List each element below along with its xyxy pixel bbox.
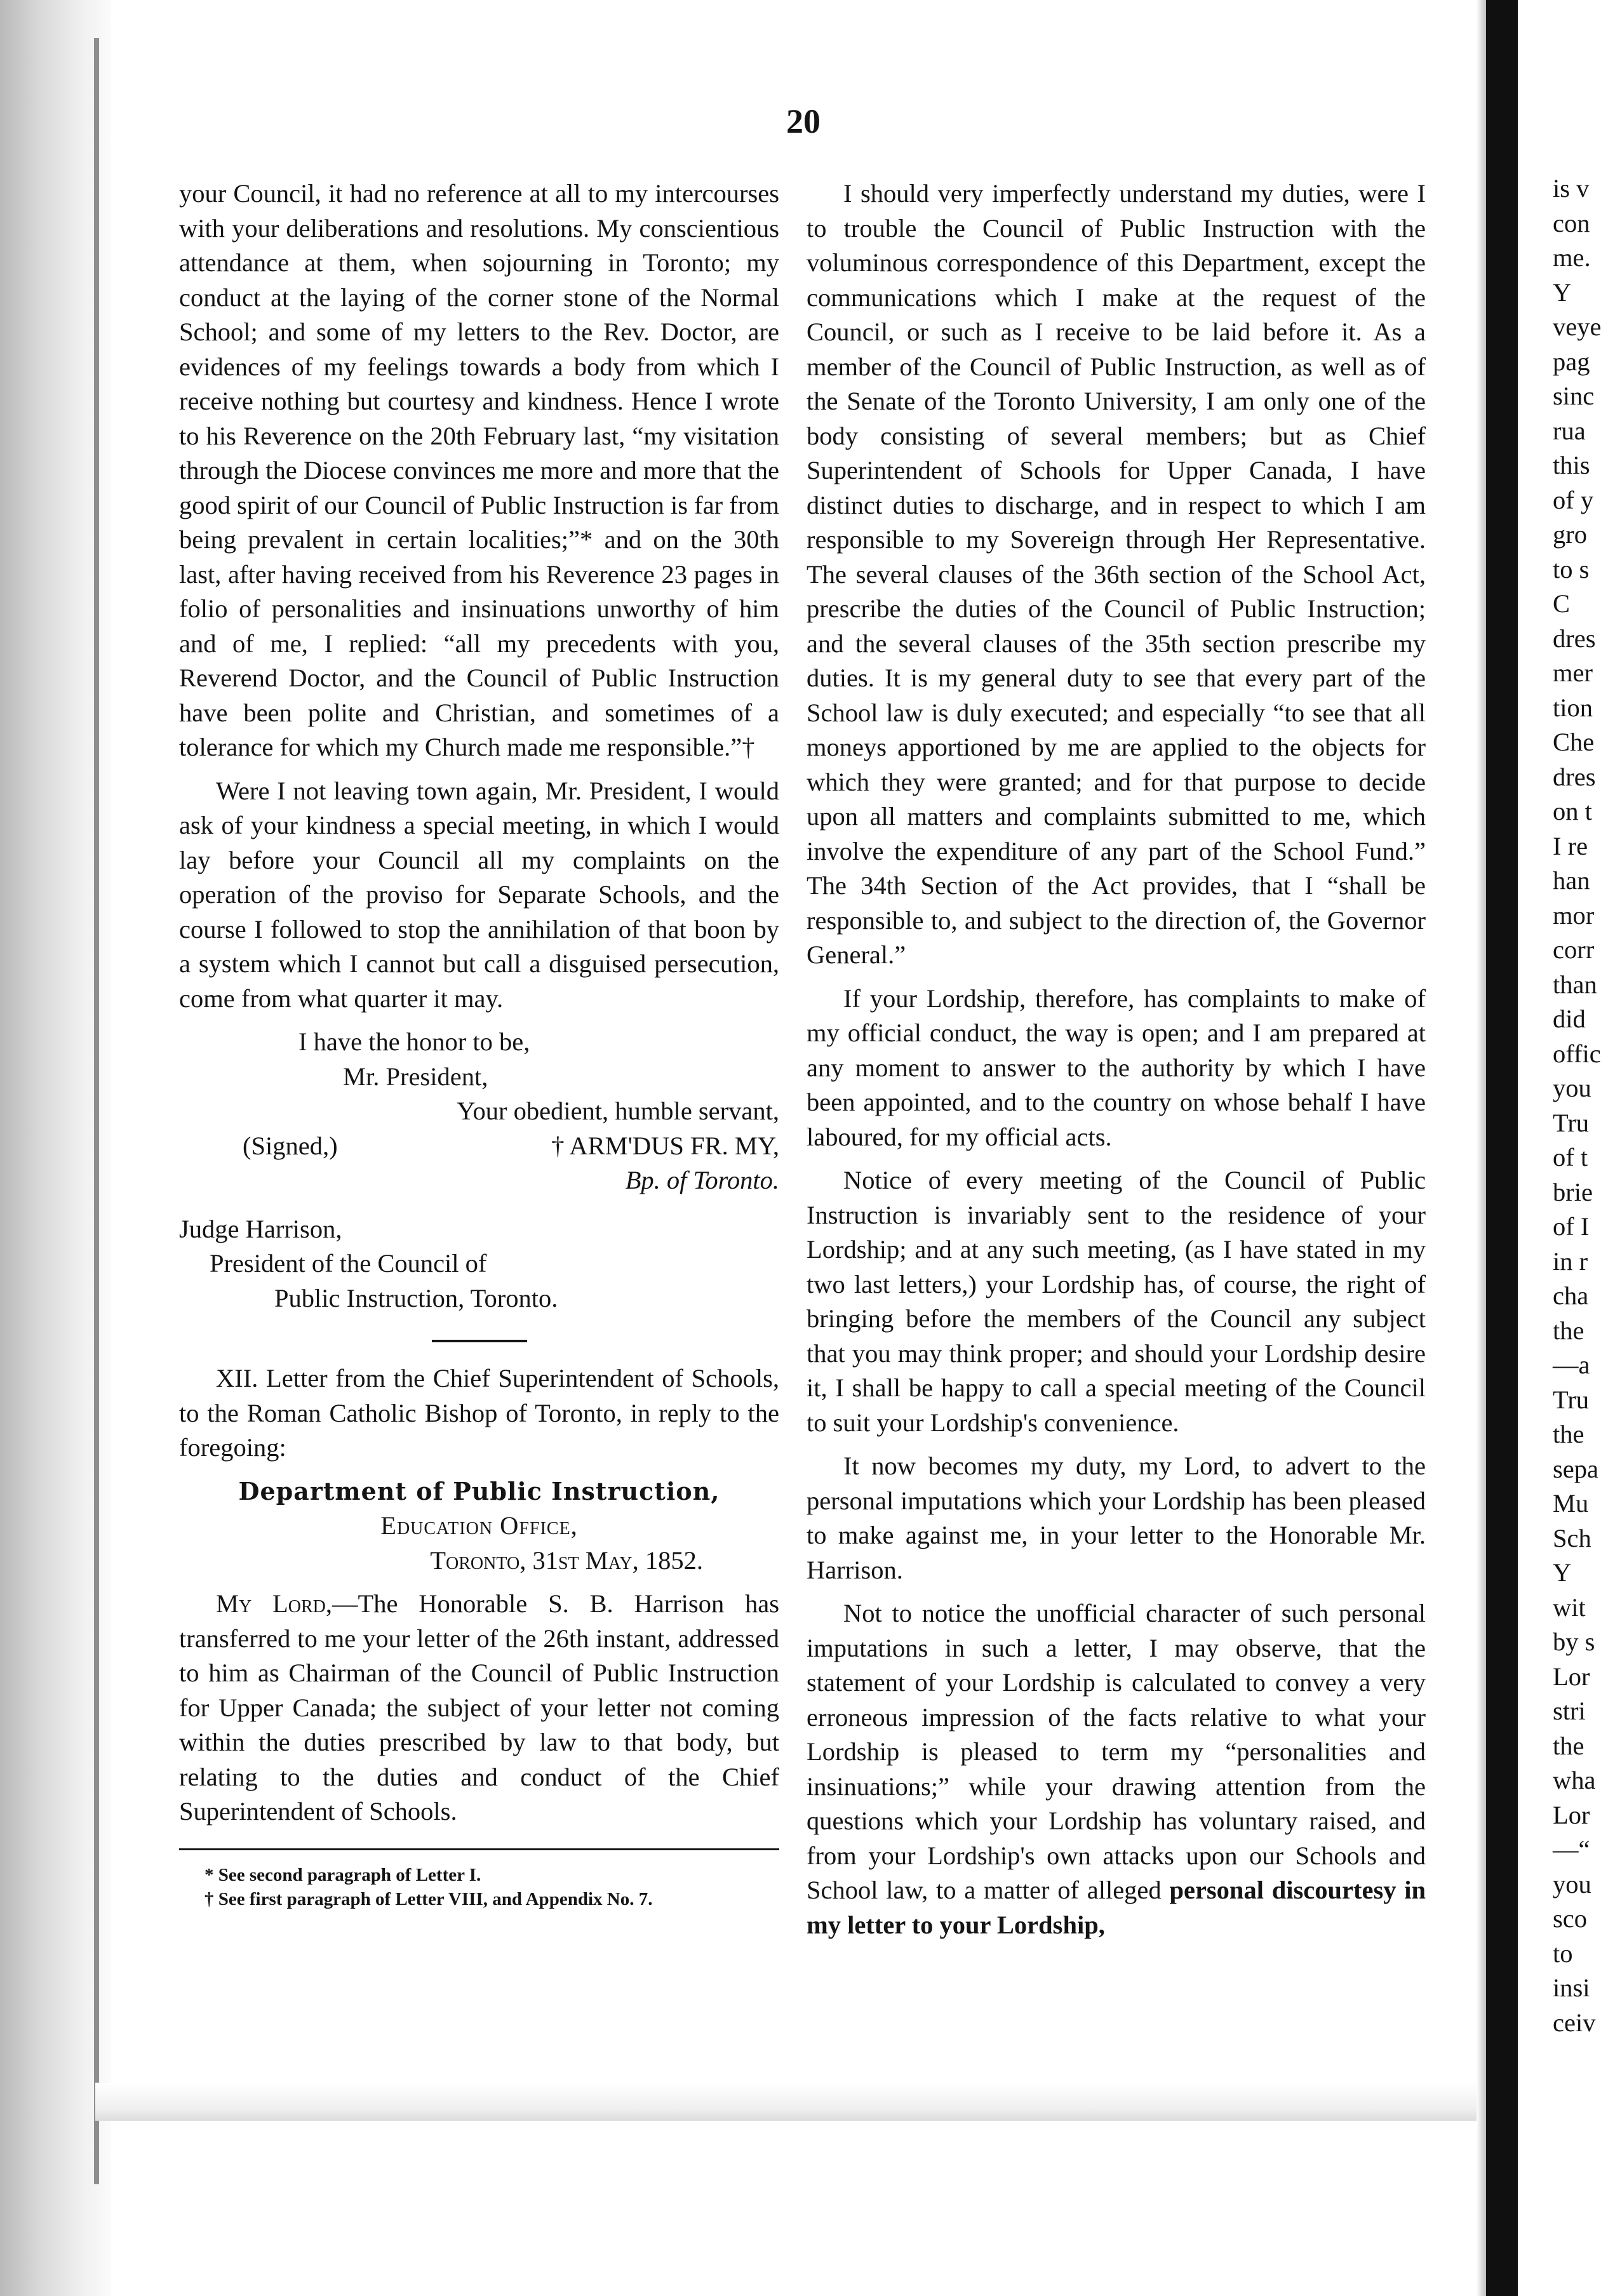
- closing-honor: I have the honor to be,: [298, 1027, 530, 1056]
- page-number: 20: [786, 102, 821, 140]
- next-page-fragment: the: [1553, 1316, 1584, 1345]
- duties-paragraph: I should very imperfectly understand my duties, were I to trouble the Council of Public Instruction with the voluminous correspondence of this Department, except the communications which I make at the request of the Council, or such as I receive to be laid before it. As a member of the Council of Public Instruction, as well as of the Senate of the Toronto University, I am only one of the body consisting of several members; but as Chief Superintendent of Schools for Upper Canada, I have distinct duties to discharge, and in respect to which I am responsible to my Sovereign through Her Representative. The several clauses of the 36th section of the School Act, prescribe the duties of the Council of Public Instruction; and the several clauses of the 35th section prescribe my duties. It is my general duty to see that every part of the School law is duly executed; and especially “to see that all moneys apportioned by me are applied to the objects for which they were granted; and for that purpose to decide upon all matters and complaints submitted to me, which involve the expenditure of any part of the School Fund.” The 34th Section of the Act provides, that I “shall be responsible to, and subject to the direction of, the Governor General.”: [807, 179, 1426, 969]
- next-page-fragment: mer: [1553, 658, 1593, 687]
- next-page-fragment: Y: [1553, 277, 1572, 307]
- closing-president: Mr. President,: [343, 1062, 488, 1091]
- salutation: My Lord,: [216, 1589, 333, 1618]
- addressee-name: Judge Harrison,: [179, 1214, 342, 1243]
- next-page-fragment: corr: [1553, 935, 1595, 964]
- next-page-fragment: to: [1553, 1939, 1573, 1968]
- next-page-fragment: con: [1553, 208, 1590, 237]
- next-page-fragment: the: [1553, 1420, 1584, 1448]
- closing-servant: Your obedient, humble servant,: [457, 1097, 779, 1125]
- next-page-fragment: stri: [1553, 1697, 1586, 1725]
- notice-paragraph: Notice of every meeting of the Council of Public Instruction is invariably sent to the residence of your Lordship; and at any such meeting, (as I have stated in my two last letters,) your Lordship has, of course, the right of bringing before the members of the Council any subject that you may think proper; and should your Lordship desire it, I shall be happy to call a special meeting of the Council to suit your Lordship's convenience.: [807, 1166, 1426, 1437]
- next-page-fragment: this: [1553, 451, 1590, 479]
- next-page-fragment: sco: [1553, 1904, 1587, 1933]
- next-page-fragment: sinc: [1553, 382, 1595, 410]
- bishop-title: Bp. of Toronto.: [625, 1166, 779, 1194]
- next-page-fragment: veye: [1553, 312, 1601, 341]
- next-page-fragment: the: [1553, 1731, 1584, 1760]
- next-page-fragment: rua: [1553, 416, 1586, 445]
- next-page-edge: [1553, 171, 1601, 2040]
- next-page-fragment: Mu: [1553, 1489, 1589, 1518]
- bishop-signature: † ARM'DUS FR. MY,: [551, 1131, 779, 1160]
- department-heading: Department of Public Instruction,: [238, 1476, 720, 1505]
- next-page-fragment: me.: [1553, 243, 1591, 272]
- addressee-line-2: President of the Council of: [210, 1249, 487, 1278]
- next-page-fragment: C: [1553, 589, 1571, 618]
- section-divider: [432, 1340, 527, 1342]
- letter-end-paragraph: your Council, it had no reference at all to my intercourses with your deliberations and resolutions. My conscientious attendance at them, when sojourning in Toronto; my conduct at the laying of the corner stone of the Normal School; and some of my letters to the Rev. Doctor, are evidences of my feelings towards a body from which I receive nothing but courtesy and kindness. Hence I wrote to his Reverence on the 20th February last, “my visitation through the Diocese convinces me more and more that the good spirit of our Council of Public Instruction is far from being prevalent in certain localities;”* and on the 30th last, after having received from his Reverence 23 pages in folio of personalities and insinuations unworthy of him and of me, I replied: “all my precedents with you, Reverend Doctor, and the Council of Public Instruction have been polite and Christian, and sometimes of a tolerance for which my Church made me responsible.”†: [179, 179, 779, 761]
- page-edge-line: [94, 38, 99, 2184]
- footnote-2: † See first paragraph of Letter VIII, and Appendix No. 7.: [204, 1888, 653, 1909]
- next-page-fragment: Lor: [1553, 1800, 1590, 1829]
- footnote-divider: [179, 1848, 779, 1850]
- next-page-fragment: of y: [1553, 485, 1594, 514]
- signature-row: [179, 1129, 779, 1164]
- next-page-fragment: han: [1553, 866, 1590, 895]
- book-gutter: [1486, 0, 1518, 2296]
- next-page-fragment: —a: [1553, 1351, 1590, 1379]
- imputations-paragraph: It now becomes my duty, my Lord, to advert to the personal imputations which your Lordship has been pleased to make against me, in your letter to the Honorable Mr. Harrison.: [807, 1452, 1426, 1584]
- office-line: Education Office,: [380, 1511, 578, 1540]
- complaints-paragraph: If your Lordship, therefore, has complaints to make of my official conduct, the way is open; and I am prepared at any moment to answer to the authority by which I have been appointed, and to the country on whose behalf I have laboured, for my official acts.: [807, 984, 1426, 1151]
- next-page-fragment: I re: [1553, 831, 1588, 860]
- next-page-fragment: —“: [1553, 1835, 1590, 1864]
- meeting-paragraph: Were I not leaving town again, Mr. President, I would ask of your kindness a special meeting, in which I would lay before your Council all my complaints on the operation of the proviso for Separate Schools, and the course I followed to stop the annihilation of that boon by a system which I cannot but call a disguised persecution, come from what quarter it may.: [179, 776, 779, 1013]
- next-page-fragment: Che: [1553, 728, 1595, 756]
- next-page-fragment: mor: [1553, 900, 1595, 930]
- right-column: [807, 177, 1426, 1942]
- next-page-fragment: insi: [1553, 1973, 1590, 2002]
- addressee-line-3: Public Instruction, Toronto.: [274, 1283, 558, 1312]
- next-page-fragment: dres: [1553, 624, 1596, 653]
- observation-paragraph: [807, 1596, 1426, 1942]
- section-heading: XII. Letter from the Chief Superintendent of Schools, to the Roman Catholic Bishop of Toronto, in reply to the foregoing:: [179, 1364, 779, 1462]
- next-page-fragment: tion: [1553, 693, 1593, 722]
- next-page-fragment: gro: [1553, 520, 1587, 549]
- reply-paragraph: [179, 1587, 779, 1829]
- next-page-fragment: ceiv: [1553, 2008, 1596, 2037]
- next-page-fragment: you: [1553, 1074, 1591, 1102]
- next-page-fragment: Tru: [1553, 1385, 1590, 1414]
- next-page-fragment: you: [1553, 1869, 1591, 1899]
- next-page-fragment: offic: [1553, 1039, 1601, 1068]
- next-page-fragment: of I: [1553, 1212, 1590, 1241]
- next-page-fragment: to s: [1553, 554, 1590, 584]
- next-page-fragment: Sch: [1553, 1523, 1591, 1552]
- footnote-1: * See second paragraph of Letter I.: [204, 1864, 481, 1885]
- next-page-fragment: is v: [1553, 174, 1590, 203]
- next-page-fragment: sepa: [1553, 1454, 1598, 1483]
- next-page-fragment: did: [1553, 1005, 1586, 1033]
- next-page-fragment: wit: [1553, 1592, 1586, 1622]
- next-page-fragment: Lor: [1553, 1662, 1590, 1691]
- next-page-fragment: Tru: [1553, 1108, 1590, 1137]
- book-gutter-highlight: [1477, 0, 1486, 2296]
- signed-label: (Signed,): [243, 1131, 338, 1160]
- next-page-fragment: dres: [1553, 762, 1596, 791]
- next-page-fragment: Y: [1553, 1558, 1572, 1587]
- next-page-fragment: pag: [1553, 347, 1590, 376]
- next-page-fragment: than: [1553, 970, 1597, 999]
- next-page-fragment: cha: [1553, 1281, 1589, 1310]
- left-column: [179, 177, 779, 1911]
- observation-text: Not to notice the unofficial character of such personal imputations in such a letter, I may observe, that the statement of your Lordship is calculated to convey a very erroneous impression of the facts relative to what your Lordship is pleased to term my “personalities and insinuations;” while your drawing attention from the questions which your Lordship has voluntary raised, and from your Lordship's own attacks upon our Schools and School law, to a matter of alleged: [807, 1599, 1426, 1904]
- next-page-fragment: of t: [1553, 1143, 1588, 1171]
- next-page-fragment: brie: [1553, 1177, 1593, 1206]
- next-page-fragment: on t: [1553, 797, 1592, 825]
- observation-bold-end: personal discourtesy in my letter to your Lordship,: [807, 1876, 1426, 1939]
- next-page-fragment: wha: [1553, 1766, 1596, 1794]
- place-date-line: Toronto, 31st May, 1852.: [430, 1545, 703, 1575]
- next-page-fragment: by s: [1553, 1627, 1595, 1656]
- page-bottom-edge: [95, 2083, 1486, 2121]
- reply-text: —The Honorable S. B. Harrison has transferred to me your letter of the 26th instant, addressed to him as Chairman of the Council of Public Instruction for Upper Canada; the subject of your letter not coming within the duties prescribed by law to that body, but relating to the duties and conduct of the Chief Superintendent of Schools.: [179, 1589, 779, 1825]
- next-page-fragment: in r: [1553, 1246, 1588, 1276]
